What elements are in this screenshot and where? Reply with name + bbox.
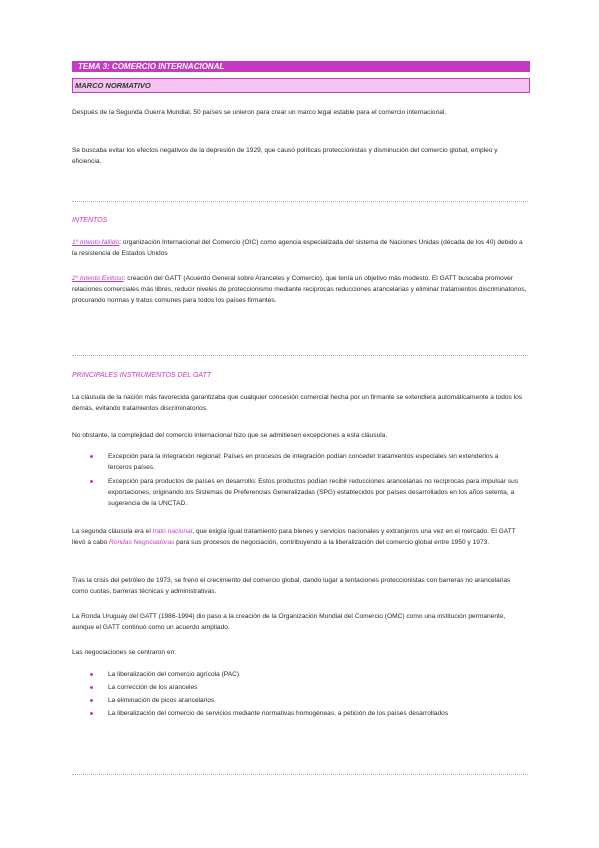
negociaciones-intro: Las negociaciones se centraron en: (72, 649, 177, 656)
bullet-icon (90, 712, 93, 715)
trato-nacional-term: trato nacional (152, 528, 193, 535)
list-item: La liberalización del comercio de servicios mediante normativas homogéneas, a petición de los países desarrollados (90, 708, 520, 719)
intro-paragraph-1: Después de la Segunda Guerra Mundial, 50 países se unieron para crear un marco legal estable para el comercio internacional. (72, 109, 447, 116)
intento-exitoso-label: 2º Intento Exitoso (72, 275, 124, 282)
bullet-icon (90, 686, 93, 689)
list-item: La corrección de los aranceles (90, 682, 520, 693)
bullet-icon (90, 673, 93, 676)
bullet-icon (90, 480, 93, 483)
intento-fallido-paragraph (72, 237, 528, 259)
crisis-petroleo-paragraph: Tras la crisis del petróleo de 1973, se frenó el crecimiento del comercio global, dando lugar a tentaciones proteccionistas con barreras no arancelarias como cuotas, barreras técnicas y administrativas. (72, 577, 511, 596)
list-item: La eliminación de picos arancelarios (90, 695, 520, 706)
list-item: Excepción para productos de países en desarrollo: Estos productos podían recibir reducciones arancelarias no recíprocas para impulsar sus exportaciones, originando los Sistemas de Preferencias Generalizadas (SPG) establecidos por países desarrollados en los años setenta, a sugerencia de la UNCTAD. (90, 476, 520, 509)
divider (72, 355, 528, 356)
intento-fallido-text: : organización Internacional del Comercio (OIC) como agencia especializada del sistema de Naciones Unidas (década de los 40) debido a la resistencia de Estados Unidos (72, 239, 523, 258)
trato-nacional-paragraph: La segunda cláusula era el trato nacional, que exigía igual tratamiento para bienes y servicios nacionales y extranjeros una vez en el mercado. El GATT llevó a cabo Rondas Negociadoras para sus procesos de negociación, contribuyendo a la liberalización del comercio global entre 1950 y 1973. (72, 528, 516, 547)
intro-paragraph-2: Se buscaba evitar los efectos negativos de la depresión de 1929, que causó políticas proteccionistas y disminución del comercio global, empleo y eficiencia. (72, 147, 498, 166)
intentos-heading: INTENTOS (72, 217, 108, 224)
bullet-icon (90, 699, 93, 702)
exceptions-list (90, 451, 520, 509)
list-item: Excepción para la integración regional: Países en procesos de integración podían conceder tratamientos especiales sin extenderlos a terceros países. (90, 451, 520, 473)
section-heading: MARCO NORMATIVO (72, 78, 530, 93)
divider (72, 201, 528, 202)
divider (72, 774, 528, 775)
negotiation-focus-list (90, 669, 520, 719)
intento-exitoso-paragraph (72, 273, 528, 307)
ronda-uruguay-paragraph: La Ronda Uruguay del GATT (1986-1994) dio paso a la creación de la Organización Mundial del Comercio (OMC) como una institución permanente, aunque el GATT continuó como un acuerdo ampliado. (72, 613, 506, 632)
intento-fallido-label: 1º Intento fallido (72, 239, 120, 246)
rondas-negociadoras-term: Rondas Negociadoras (109, 539, 175, 547)
excepciones-paragraph: No obstante, la complejidad del comercio internacional hizo que se admitiesen excepciones a esta cláusula. (72, 432, 388, 439)
list-item: La liberalización del comercio agrícola (PAC) (90, 669, 520, 680)
intento-exitoso-text: : creación del GATT (Acuerdo General sobre Aranceles y Comercio), que tenía un objetivo más modesto. El GATT buscaba promover relaciones comerciales más libres, reducir niveles de proteccionismo mediante reciprocas reducciones arancelarias y eliminar tratamientos discriminatorios, procurando normas y tratos comunes para todos los países firmantes. (72, 275, 527, 305)
bullet-icon (90, 455, 93, 458)
clausula-nmf-paragraph: La cláusula de la nación más favorecida garantizaba que cualquier concesión comercial hecha por un firmante se extendiera automáticamente a todos los demás, evitando tratamientos discriminatorios. (72, 394, 523, 413)
instrumentos-heading: PRINCIPALES INSTRUMENTOS DEL GATT (72, 372, 212, 379)
document-title: TEMA 3: COMERCIO INTERNACIONAL (72, 61, 530, 72)
